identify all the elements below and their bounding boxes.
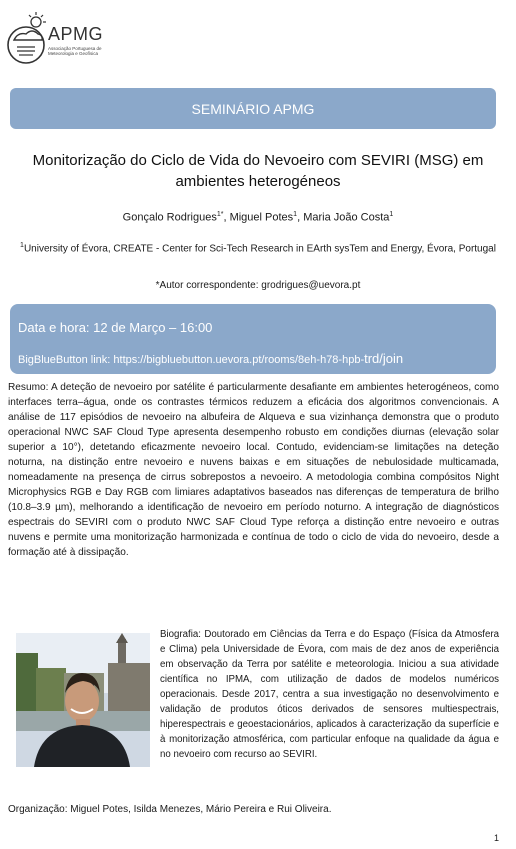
abstract-label: Resumo: (8, 382, 49, 393)
organization: Organização: Miguel Potes, Isilda Menezes, Mário Pereira e Rui Oliveira. (8, 804, 332, 815)
bigbluebutton-link[interactable] (18, 351, 403, 366)
bio-label: Biografia: (160, 629, 201, 640)
affiliation-text: University of Évora, CREATE - Center for Sci-Tech Research in EArth sysTem and Energy, Évora, Portugal (23, 243, 496, 255)
page-title: Monitorização do Ciclo de Vida do Nevoeiro com SEVIRI (MSG) em ambientes heterogéneos (32, 152, 484, 190)
link-suffix[interactable]: trd/join (364, 351, 404, 366)
page-number: 1 (493, 833, 499, 843)
author-separator: , (223, 211, 230, 224)
author-1-sup: 1* (216, 211, 224, 218)
author-separator: , (297, 211, 304, 224)
bio-text: Doutorado em Ciências da Terra e do Espaço (Física da Atmosfera e Clima) pela Universidade de Évora, com mais de dez anos de experiência em observação da Terra por satélite e meteorologia. Iniciou a sua atividade científica no IPMA, com utilização de dados de modelos numéricos operacionais. Desde 2017, centra a sua investigação no desenvolvimento e validação de produtos óticos derivados de sensores multiespectrais, hiperespectrais e geoestacionários, aplicados à caracterização da superfície e à monitorização atmosférica, com particular enfoque na qualidade da água e no nevoeiro com recurso ao SEVIRI. (160, 629, 499, 760)
authors-line (0, 211, 516, 224)
abstract (8, 380, 499, 560)
logo-subtitle: Associação Portuguesa de Meteorologia e Geofísica (48, 46, 102, 56)
author-1: Gonçalo Rodrigues (122, 211, 217, 224)
link-prefix[interactable]: BigBlueButton link: https://bigbluebutton.uevora.pt/rooms/8eh-h78-hpb- (18, 354, 365, 366)
event-info-box (10, 304, 496, 374)
abstract-text: A deteção de nevoeiro por satélite é particularmente desafiante em ambientes heterogéneos, como interfaces terra–água, onde os contrastes térmicos reduzem a eficácia dos algoritmos convencionais. A análise de 117 episódios de nevoeiro na albufeira de Alqueva e sua vizinhança demonstra que o produto operacional NWC SAF Cloud Type apresenta desempenho robusto em condições diurnas (elevação solar superior a 10°), detetando eficazmente nevoeiro local. Contudo, evidenciam-se limitações na deteção noturna, na distinção entre nevoeiro e nuvens baixas e em situações de nebulosidade multicamada, nomeadamente na presença de cirrus sobrepostos a nevoeiro. A metodologia combina compósitos Night Microphysics RGB e Day RGB com limiares adaptativos baseados nas diferenças de temperatura de brilho (10.8–3.9 µm), melhorando a identificação de nevoeiro em período noturno. A integração de diagnósticos espectrais do SEVIRI com o produto NWC SAF Cloud Type reforça a distinção entre nevoeiro e outras nuvens e permite uma monitorização harmonizada e contínua de todo o ciclo de vida do nevoeiro, desde a formação até à dissipação. (8, 382, 499, 558)
logo-emblem-icon (6, 10, 48, 68)
biography (160, 627, 499, 762)
logo-name: APMG (48, 24, 104, 44)
banner-label: SEMINÁRIO APMG (191, 100, 315, 117)
author-3-sup: 1 (389, 211, 394, 218)
corresponding-author: *Autor correspondente: grodrigues@uevora.pt (155, 280, 361, 291)
author-3: Maria João Costa (303, 211, 390, 224)
speaker-photo (16, 633, 150, 767)
speaker-photo-image (16, 633, 150, 767)
author-2: Miguel Potes (229, 211, 294, 224)
seminar-banner (10, 88, 496, 129)
author-2-sup: 1 (293, 211, 298, 218)
event-date: Data e hora: 12 de Março – 16:00 (18, 320, 213, 335)
affiliation (20, 238, 496, 256)
apmg-logo (6, 10, 116, 70)
affiliation-sup: 1 (20, 242, 24, 249)
